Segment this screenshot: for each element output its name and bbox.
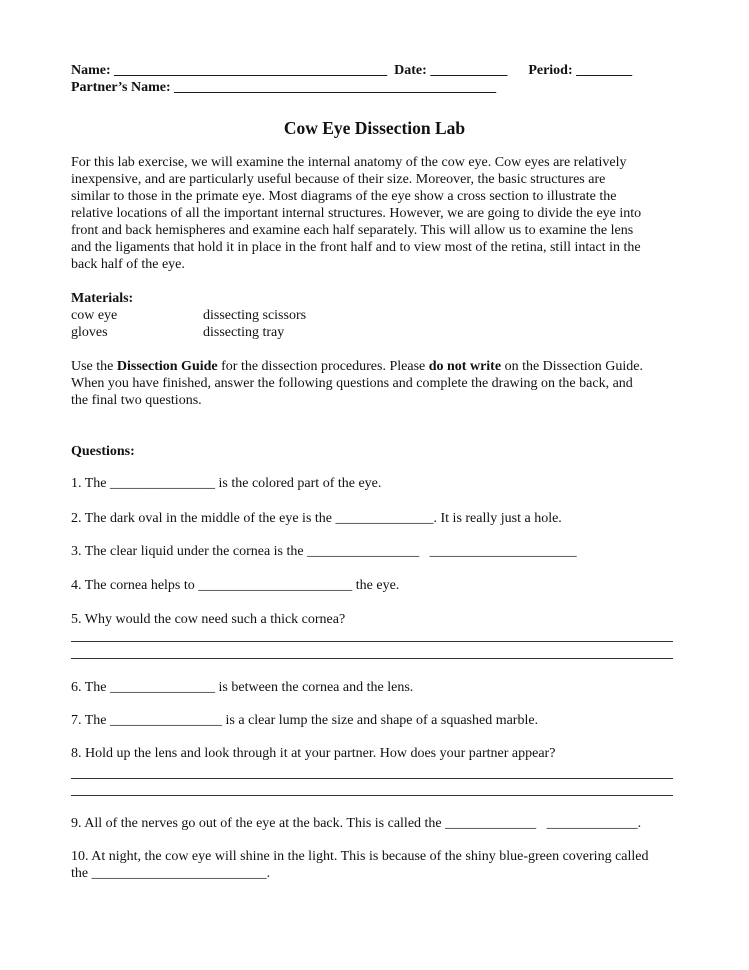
answer-line[interactable] (71, 641, 673, 642)
question-10-line-1: 10. At night, the cow eye will shine in the light. This is because of the shiny blue-green covering called (71, 849, 649, 864)
page-title: Cow Eye Dissection Lab (283, 118, 466, 138)
intro-line: front and back hemispheres and examine each half separately. This will allow us to examine the lens (71, 223, 634, 238)
question-1[interactable]: 1. The _______________ is the colored part of the eye. (71, 476, 382, 491)
question-8: 8. Hold up the lens and look through it at your partner. How does your partner appear? (71, 746, 556, 761)
guide-emphasis: Dissection Guide (116, 359, 218, 374)
intro-line: relative locations of all the important internal structures. However, we are going to divide the eye into (71, 206, 642, 221)
question-10-line-2[interactable]: the _________________________. (71, 866, 271, 881)
name-label: Name: (71, 63, 111, 78)
intro-line: and the ligaments that hold it in place in the front half and to view most of the retina, still intact in the (71, 240, 641, 255)
material-item: gloves (71, 325, 108, 340)
guide-text: on the Dissection Guide. (501, 359, 643, 374)
materials-left-list (71, 307, 117, 341)
guide-emphasis: do not write (428, 359, 502, 374)
answer-line[interactable] (71, 778, 673, 779)
date-label: Date: (394, 63, 427, 78)
name-blank[interactable]: _______________________________________ (114, 63, 388, 78)
intro-line: inexpensive, and are particularly useful because of their size. Moreover, the basic structures are (71, 172, 606, 187)
intro-line: similar to those in the primate eye. Most diagrams of the eye show a cross section to illustrate the (71, 189, 617, 204)
period-blank[interactable]: ________ (576, 63, 633, 78)
question-6[interactable]: 6. The _______________ is between the cornea and the lens. (71, 680, 414, 695)
question-5: 5. Why would the cow need such a thick cornea? (71, 612, 346, 627)
guide-line-1 (71, 358, 681, 375)
header-row (71, 62, 632, 79)
guide-text: for the dissection procedures. Please (217, 359, 429, 374)
intro-line: For this lab exercise, we will examine the internal anatomy of the cow eye. Cow eyes are relatively (71, 155, 627, 170)
question-3[interactable]: 3. The clear liquid under the cornea is the ________________ _____________________ (71, 544, 577, 559)
question-2[interactable]: 2. The dark oval in the middle of the eye is the ______________. It is really just a hole. (71, 511, 562, 526)
period-label: Period: (528, 63, 573, 78)
guide-line-3: the final two questions. (71, 393, 202, 408)
guide-line-2: When you have finished, answer the following questions and complete the drawing on the back, and (71, 376, 633, 391)
date-blank[interactable]: ___________ (430, 63, 508, 78)
guide-instructions (71, 358, 681, 409)
partner-label: Partner’s Name: (71, 80, 171, 95)
materials-heading: Materials: (71, 291, 134, 306)
guide-text: Use the (71, 359, 117, 374)
question-7[interactable]: 7. The ________________ is a clear lump the size and shape of a squashed marble. (71, 713, 539, 728)
intro-paragraph (71, 154, 679, 273)
material-item: cow eye (71, 308, 118, 323)
questions-heading: Questions: (71, 444, 135, 459)
question-9[interactable]: 9. All of the nerves go out of the eye at the back. This is called the _____________ _____________. (71, 816, 642, 831)
material-item: dissecting tray (203, 325, 285, 340)
material-item: dissecting scissors (203, 308, 307, 323)
partner-blank[interactable]: ______________________________________________ (174, 80, 497, 95)
materials-right-list (203, 307, 306, 341)
question-4[interactable]: 4. The cornea helps to ______________________ the eye. (71, 578, 400, 593)
intro-line: back half of the eye. (71, 257, 185, 272)
answer-line[interactable] (71, 795, 673, 796)
partner-row (71, 79, 496, 96)
answer-line[interactable] (71, 658, 673, 659)
